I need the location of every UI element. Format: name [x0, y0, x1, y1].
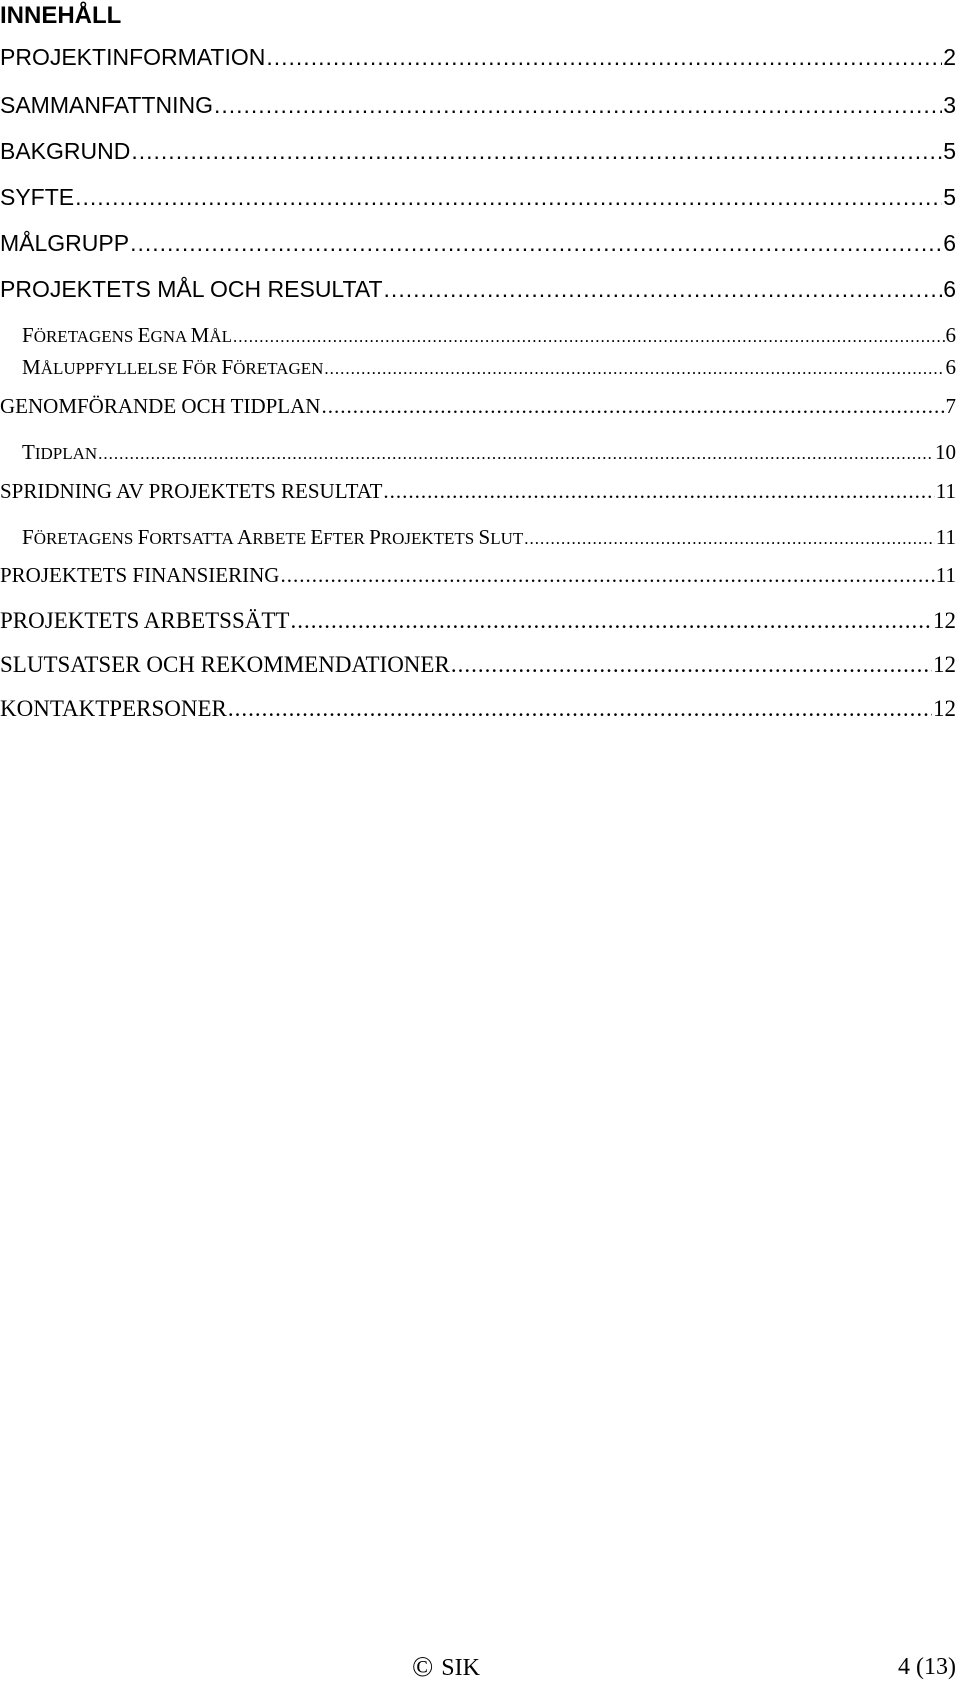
toc-entry-title: PROJEKTETS FINANSIERING: [0, 563, 280, 587]
toc-leader-dots: [524, 529, 935, 549]
toc-entry[interactable]: [0, 92, 956, 119]
toc-entry-title: PROJEKTETS ARBETSSÄTT: [0, 608, 290, 633]
toc-subentry[interactable]: [22, 355, 956, 380]
toc-entry-page: 6: [943, 230, 956, 256]
toc-subentry[interactable]: [22, 323, 956, 348]
copyright-icon: ©: [412, 1652, 434, 1683]
toc-entry-title: MÅLUPPFYLLELSE FÖR FÖRETAGEN: [22, 355, 324, 379]
toc-leader-dots: [131, 138, 942, 165]
toc-entry-title: FÖRETAGENS FORTSATTA ARBETE EFTER PROJEKTETS SLUT: [22, 525, 524, 549]
toc-entry-page: 6: [945, 323, 956, 347]
toc-leader-dots: [266, 44, 942, 71]
toc-leader-dots: [130, 230, 942, 257]
toc-entry[interactable]: [0, 138, 956, 165]
toc-entry-page: 3: [943, 92, 956, 118]
toc-leader-dots: [384, 276, 943, 303]
toc-entry-title: SPRIDNING AV PROJEKTETS RESULTAT: [0, 479, 383, 503]
toc-leader-dots: [280, 563, 934, 588]
toc-entry-page: 6: [945, 355, 956, 379]
toc-leader-dots: [451, 652, 932, 678]
footer-page-number: 4 (13): [898, 1654, 956, 1680]
toc-entry[interactable]: [0, 652, 956, 678]
toc-entry[interactable]: [0, 479, 956, 504]
page-footer: [0, 1654, 960, 1684]
toc-leader-dots: [228, 696, 932, 722]
toc-entry[interactable]: [0, 696, 956, 722]
toc-entry-title: TIDPLAN: [22, 440, 98, 464]
toc-entry-title: GENOMFÖRANDE OCH TIDPLAN: [0, 394, 321, 418]
toc-entry-title: FÖRETAGENS EGNA MÅL: [22, 323, 232, 347]
toc-leader-dots: [321, 394, 944, 419]
toc-entry-page: 5: [943, 138, 956, 164]
toc-entry-page: 5: [943, 184, 956, 210]
toc-entry[interactable]: [0, 184, 956, 211]
toc-entry[interactable]: [0, 563, 956, 588]
footer-organization: [412, 1654, 480, 1682]
toc-subentry[interactable]: [22, 440, 956, 465]
toc-leader-dots: [75, 184, 942, 211]
toc-entry[interactable]: [0, 394, 956, 419]
toc-leader-dots: [290, 608, 932, 634]
toc-entry-title: MÅLGRUPP: [0, 230, 130, 256]
toc-entry-page: 10: [935, 440, 956, 464]
toc-entry-page: 12: [933, 652, 956, 677]
toc-entry-page: 7: [945, 394, 956, 418]
toc-entry-page: 6: [943, 276, 956, 302]
toc-entry-page: 12: [933, 608, 956, 633]
toc-entry[interactable]: [0, 44, 956, 71]
toc-entry-page: 12: [933, 696, 956, 721]
toc-subentry[interactable]: [22, 525, 956, 550]
toc-entry-title: SAMMANFATTNING: [0, 92, 213, 118]
toc-leader-dots: [383, 479, 934, 504]
toc-entry-title: SLUTSATSER OCH REKOMMENDATIONER: [0, 652, 450, 677]
footer-org-name: SIK: [441, 1654, 480, 1681]
toc-leader-dots: [324, 359, 944, 379]
toc-leader-dots: [98, 444, 934, 464]
toc-entry-title: KONTAKTPERSONER: [0, 696, 227, 721]
toc-heading: INNEHÅLL: [0, 2, 122, 29]
toc-entry-page: 11: [935, 525, 956, 549]
toc-entry[interactable]: [0, 230, 956, 257]
toc-entry-page: 2: [943, 44, 956, 70]
toc-entry-title: SYFTE: [0, 184, 75, 210]
toc-entry-title: BAKGRUND: [0, 138, 131, 164]
toc-entry[interactable]: [0, 608, 956, 634]
toc-leader-dots: [214, 92, 942, 119]
toc-entry[interactable]: [0, 276, 956, 303]
toc-entry-page: 11: [935, 479, 956, 503]
toc-entry-title: PROJEKTETS MÅL OCH RESULTAT: [0, 276, 383, 302]
toc-entry-title: PROJEKTINFORMATION: [0, 44, 266, 70]
toc-entry-page: 11: [935, 563, 956, 587]
toc-leader-dots: [233, 327, 945, 347]
